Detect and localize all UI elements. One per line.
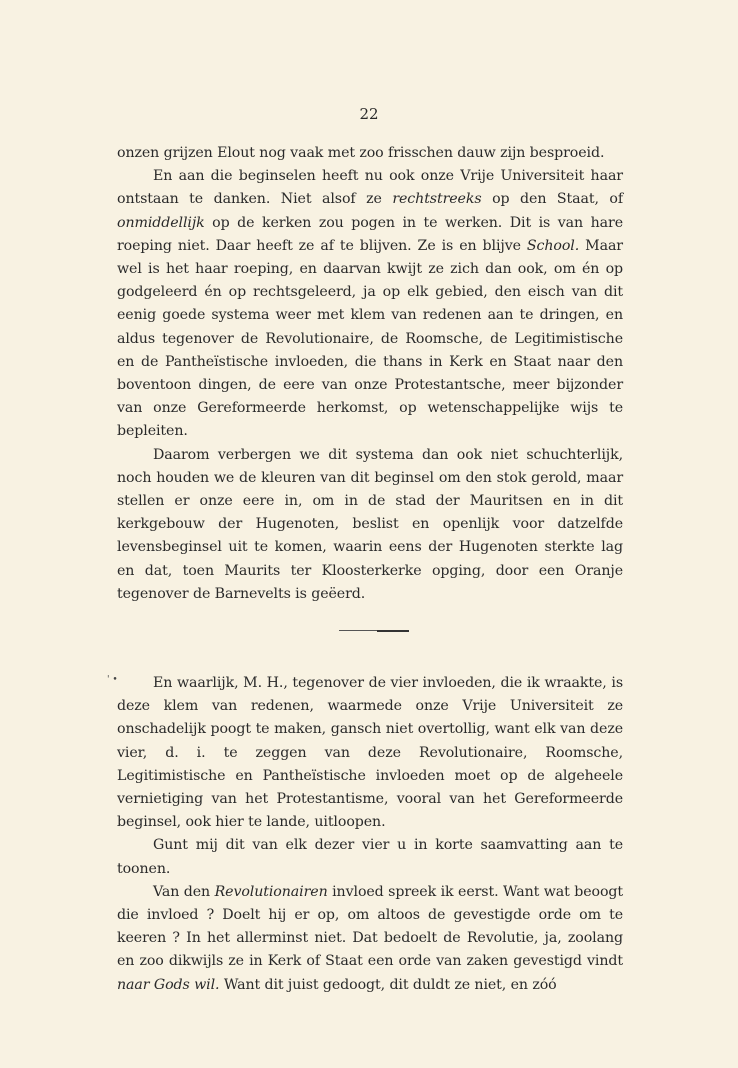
text-run: Maar wel is het haar roeping, en daarvan kwijt ze zich dan ook, om én op godgeleerd én op rechtsgeleerd, ja op elk gebied, den eisch van dit eenig goede systema weer met klem van redenen aan te dringen, en aldus tegenover de Revolutionaire, de Roomsche, de Legitimistische en de Pantheïstische invloeden, die thans in Kerk en Staat naar den boventoon dingen, de eere van onze Protestantsche, meer bijzonder van onze Gereformeerde herkomst, op wetenschappelijke wijs te bepleiten.	[117, 237, 623, 440]
paragraph-revolutionairen	[117, 881, 623, 997]
text-section-1	[117, 142, 623, 606]
italic-naar-gods-wil: naar Gods wil.	[117, 976, 220, 993]
text-run: Van den	[153, 883, 215, 900]
text-run: Want dit juist gedoogt, dit duldt ze niet, en zóó	[219, 976, 557, 993]
paragraph-daarom: Daarom verbergen we dit systema dan ook niet schuchterlijk, noch houden we de kleuren van dit beginsel om den stok gerold, maar stellen er onze eere in, om in de stad der Mauritsen en in dit kerkgebouw der Hugenoten, beslist en openlijk voor datzelfde levensbeginsel uit te komen, waarin eens der Hugenoten sterkte lag en dat, toen Maurits ter Kloosterkerke opging, door een Oranje tegenover de Barnevelts is geëerd.	[117, 446, 623, 602]
italic-onmiddellijk: onmiddellijk	[117, 214, 205, 231]
text-run: En aan die beginselen heeft nu ook onze Vrije Universiteit haar ontstaan te danken. Niet alsof ze	[117, 168, 623, 208]
italic-revolutionairen: Revolutionairen	[214, 883, 328, 900]
section-divider	[339, 630, 409, 632]
paragraph-gunt-mij: Gunt mij dit van elk dezer vier u in korte saamvatting aan te toonen.	[117, 837, 623, 877]
paragraph-vrije-universiteit	[117, 165, 623, 443]
text-section-2	[117, 672, 623, 997]
text-run: op den Staat, of	[481, 191, 624, 208]
paragraph-continuation: onzen grijzen Elout nog vaak met zoo frisschen dauw zijn besproeid.	[117, 145, 605, 161]
text-run: op de kerken zou pogen in te werken. Dit is van hare roeping niet. Daar heeft ze af te blijven. Ze is en blijve	[117, 214, 623, 254]
italic-rechtstreeks: rechtstreeks	[392, 191, 482, 208]
paragraph-en-waarlijk: En waarlijk, M. H., tegenover de vier invloeden, die ik wraakte, is deze klem van redenen, waarmede onze Vrije Universiteit ze onschadelijk poogt te maken, gansch niet overtollig, want elk van deze vier, d. i. te zeggen van deze Revolutionaire, Roomsche, Legitimistische en Pantheïstische invloeden moet op de algeheele vernietiging van het Protestantisme, vooral van het Gereformeerde beginsel, ook hier te lande, uitloopen.	[117, 675, 623, 831]
divider-line-right	[377, 630, 409, 632]
italic-school: School.	[526, 237, 580, 254]
text-run: invloed spreek ik eerst. Want wat beoogt die invloed ? Doelt hij er op, om altoos de gevestigde orde om te keeren ? In het allerminst niet. Dat bedoelt de Revolutie, ja, zoolang en zoo dikwijls ze in Kerk of Staat een orde van zaken gevestigd vindt	[117, 883, 623, 970]
margin-mark: ' •	[107, 675, 118, 685]
page-number: 22	[359, 105, 379, 123]
divider-line-left	[339, 630, 377, 631]
